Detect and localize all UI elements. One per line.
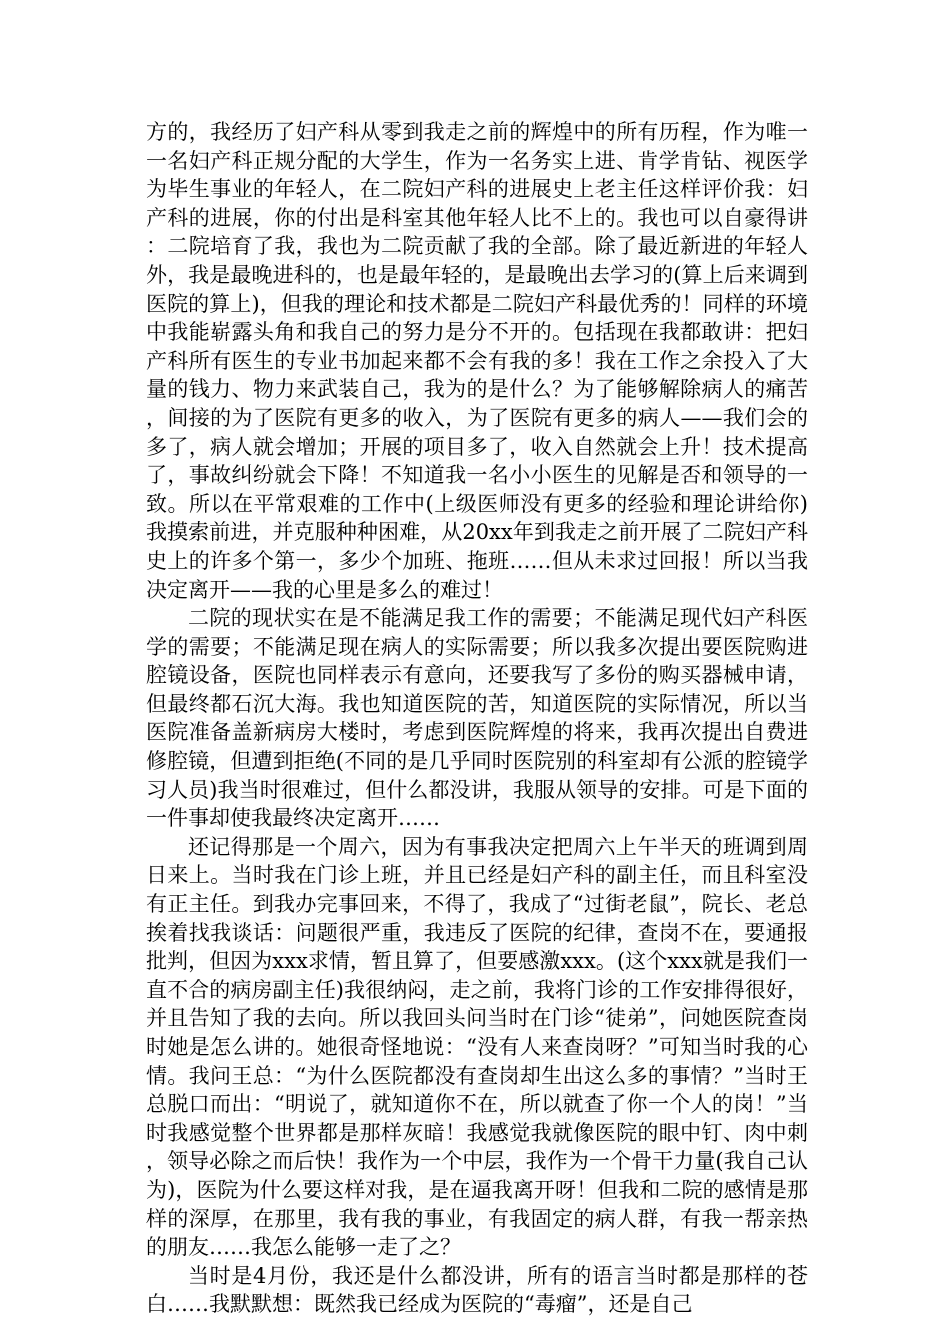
paragraph-1: 方的，我经历了妇产科从零到我走之前的辉煌中的所有历程，作为唯一一名妇产科正规分配的大学生，作为一名务实上进、肯学肯钻、视医学为毕生事业的年轻人，在二院妇产科的进展史上老主任这样评价我：妇产科的进展，你的付出是科室其他年轻人比不上的。我也可以自豪得讲：二院培育了我，我也为二院贡献了我的全部。除了最近新进的年轻人外，我是最晚进科的，也是最年轻的，是最晚出去学习的(算上后来调到医院的算上)，但我的理论和技术都是二院妇产科最优秀的！同样的环境中我能崭露头角和我自己的努力是分不开的。包括现在我都敢讲：把妇产科所有医生的专业书加起来都不会有我的多！我在工作之余投入了大量的钱力、物力来武装自己，我为的是什么？为了能够解除病人的痛苦，间接的为了医院有更多的收入，为了医院有更多的病人——我们会的多了，病人就会增加；开展的项目多了，收入自然就会上升！技术提高了，事故纠纷就会下降！不知道我一名小小医生的见解是否和领导的一致。所以在平常艰难的工作中(上级医师没有更多的经验和理论讲给你)我摸索前进，并克服种种困难，从20xx年到我走之前开展了二院妇产科史上的许多个第一，多少个加班、拖班……但从未求过回报！所以当我决定离开——我的心里是多么的难过！ [146, 120, 808, 602]
paragraph-3: 还记得那是一个周六，因为有事我决定把周六上午半天的班调到周日来上。当时我在门诊上班，并且已经是妇产科的副主任，而且科室没有正主任。到我办完事回来，不得了，我成了“过街老鼠”，院长、老总挨着找我谈话：问题很严重，我违反了医院的纪律，查岗不在，要通报批判，但因为xxx求情，暂且算了，但要感激xxx。(这个xxx就是我们一直不合的病房副主任)我很纳闷，走之前，我将门诊的工作安排得很好，并且告知了我的去向。所以我回头问当时在门诊“徒弟”，问她医院查岗时她是怎么讲的。她很奇怪地说：“没有人来查岗呀？”可知当时我的心情。我问王总：“为什么医院都没有查岗却生出这么多的事情？”当时王总脱口而出：“明说了，就知道你不在，所以就查了你一个人的岗！”当时我感觉整个世界都是那样灰暗！我感觉我就像医院的眼中钉、肉中刺，领导必除之而后快！我作为一个中层，我作为一个骨干力量(我自己认为)，医院为什么要这样对我，是在逼我离开呀！但我和二院的感情是那样的深厚，在那里，我有我的事业，有我固定的病人群，有我一帮亲热的朋友……我怎么能够一走了之？ [146, 834, 808, 1260]
paragraph-2: 二院的现状实在是不能满足我工作的需要；不能满足现代妇产科医学的需要；不能满足现在病人的实际需要；所以我多次提出要医院购进腔镜设备，医院也同样表示有意向，还要我写了多份的购买器械申请，但最终都石沉大海。我也知道医院的苦，知道医院的实际情况，所以当医院准备盖新病房大楼时，考虑到医院辉煌的将来，我再次提出自费进修腔镜，但遭到拒绝(不同的是几乎同时医院别的科室却有公派的腔镜学习人员)我当时很难过，但什么都没讲，我服从领导的安排。可是下面的一件事却使我最终决定离开…… [146, 606, 808, 831]
document-page [146, 118, 808, 1319]
paragraph-4: 当时是4月份，我还是什么都没讲，所有的语言当时都是那样的苍白……我默默想：既然我已经成为医院的“毒瘤”，还是自己 [146, 1263, 808, 1317]
